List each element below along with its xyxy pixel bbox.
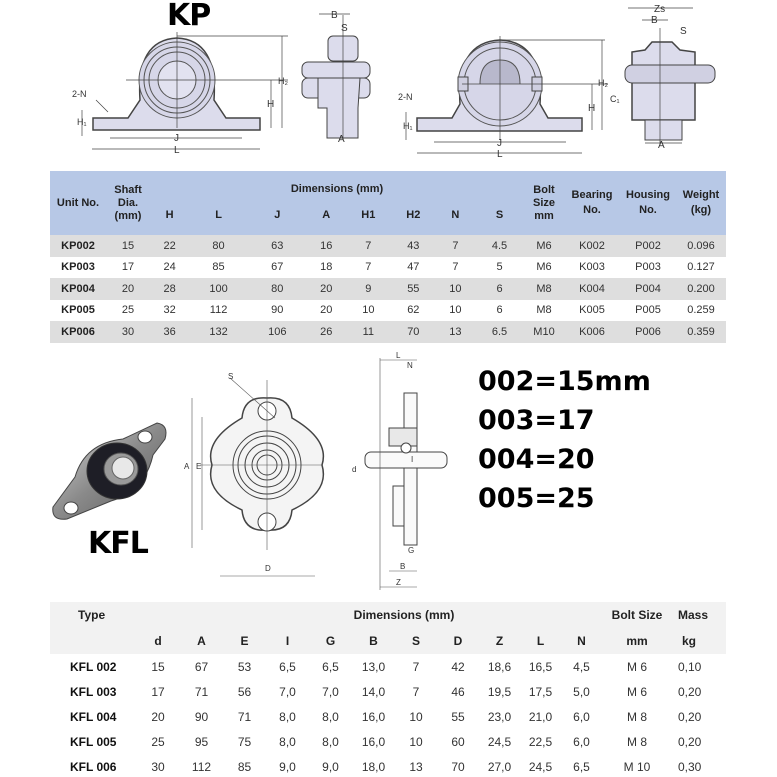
kfl-cell-z: 19,5 bbox=[487, 684, 512, 699]
kfl-cell-a: 67 bbox=[194, 659, 209, 674]
kp-cell-housing: P002 bbox=[620, 235, 676, 257]
kfl-header-g: G bbox=[309, 628, 352, 654]
kp-header-shaft-1: Shaft bbox=[114, 183, 142, 196]
kp-header-shaft-2: Dia. bbox=[117, 196, 139, 209]
kp-cell-h1: 9 bbox=[346, 278, 391, 300]
kp-cell-a: 20 bbox=[307, 300, 346, 322]
kp-cell-s: 4.5 bbox=[475, 235, 524, 257]
kfl-cell-type: KFL 002 bbox=[70, 659, 117, 674]
kfl-cell-n: 4,5 bbox=[573, 659, 590, 674]
kfl-cell-s: 7 bbox=[412, 684, 420, 699]
kp-cell-h: 24 bbox=[150, 257, 189, 279]
kp-label-2n: 2-N bbox=[72, 89, 87, 99]
kp-side-label-s: S bbox=[341, 23, 348, 34]
kfl-cell-type: KFL 005 bbox=[70, 734, 117, 749]
kfl-cell-a: 95 bbox=[194, 734, 209, 749]
kp-cell-weight: 0.127 bbox=[676, 257, 726, 279]
kp-cell-h2: 43 bbox=[391, 235, 436, 257]
kp-header-shaft-3: (mm) bbox=[114, 209, 142, 222]
kp-header-bolt-1: Bolt bbox=[533, 183, 555, 196]
kfl-cell-a: 112 bbox=[191, 759, 212, 774]
kfl-cell-e: 75 bbox=[237, 734, 252, 749]
kfl-cell-type: KFL 003 bbox=[70, 684, 117, 699]
kp-cell-bolt: M8 bbox=[524, 300, 564, 322]
kp-header-bolt-size bbox=[524, 171, 564, 235]
kp-table-row bbox=[50, 257, 726, 279]
kp-cell-bearing: K005 bbox=[564, 300, 620, 322]
kp-header-bolt-2: Size bbox=[532, 196, 555, 209]
kfl-cell-l: 17,5 bbox=[528, 684, 553, 699]
size-mapping-item: 002=15mm bbox=[478, 366, 651, 397]
kp-cell-weight: 0.096 bbox=[676, 235, 726, 257]
kp-cell-s: 5 bbox=[475, 257, 524, 279]
kp-cell-unit: KP002 bbox=[50, 235, 106, 257]
kp-label-j: J bbox=[174, 133, 179, 144]
kp-cell-s: 6 bbox=[475, 300, 524, 322]
kfl-header-dd: D bbox=[437, 628, 479, 654]
kfl-product-photo bbox=[45, 415, 175, 525]
kp-side-view2-drawing bbox=[600, 0, 720, 160]
kfl-cell-g: 9,0 bbox=[322, 759, 339, 774]
kp-cell-j: 90 bbox=[248, 300, 307, 322]
kp-header-h: H bbox=[150, 195, 189, 235]
kp-cell-bolt: M8 bbox=[524, 278, 564, 300]
kfl-header-bolt-unit: mm bbox=[602, 628, 672, 654]
kp2-side-label-zs: Zs bbox=[654, 4, 666, 15]
kfl-cell-b: 14,0 bbox=[361, 684, 386, 699]
kp-label-h2: H₂ bbox=[278, 76, 288, 86]
kp-header-weight-2: (kg) bbox=[690, 204, 712, 216]
kp-header-housing-2: No. bbox=[639, 204, 657, 216]
kfl-cell-n: 5,0 bbox=[573, 684, 590, 699]
kfl-cell-b: 16,0 bbox=[361, 709, 386, 724]
kp-header-housing-1: Housing bbox=[626, 189, 670, 201]
kp-cell-h1: 10 bbox=[346, 300, 391, 322]
kfl-spec-table bbox=[50, 602, 726, 777]
kfl-cell-l: 16,5 bbox=[528, 659, 553, 674]
kp-header-unit-no: Unit No. bbox=[50, 171, 106, 235]
kp-header-bolt-3: mm bbox=[534, 209, 554, 222]
kp-cell-n: 13 bbox=[436, 321, 475, 343]
size-mapping-list bbox=[478, 362, 651, 518]
kfl-header-b: B bbox=[352, 628, 395, 654]
kfl-cell-n: 6,5 bbox=[573, 759, 590, 774]
kfl-cell-g: 8,0 bbox=[322, 734, 339, 749]
size-mapping-item: 003=17 bbox=[478, 405, 595, 436]
kfl-cell-bolt: M 6 bbox=[626, 659, 647, 674]
kp2-side-label-a: A bbox=[658, 140, 665, 151]
kp-cell-h: 28 bbox=[150, 278, 189, 300]
kfl-side-label-d: d bbox=[352, 465, 357, 474]
kfl-side-label-i: I bbox=[411, 455, 414, 464]
kp2-side-label-s: S bbox=[680, 26, 687, 37]
kfl-cell-dd: 42 bbox=[451, 659, 465, 674]
kp-cell-bearing: K006 bbox=[564, 321, 620, 343]
kp-header-h1: H1 bbox=[346, 195, 391, 235]
kp-cell-housing: P005 bbox=[620, 300, 676, 322]
kfl-table-row bbox=[50, 754, 726, 777]
kp-title: KP bbox=[167, 0, 211, 33]
kp-cell-n: 7 bbox=[436, 235, 475, 257]
kfl-cell-i: 7,0 bbox=[279, 684, 296, 699]
kp-cell-h: 32 bbox=[150, 300, 189, 322]
kp-cell-s: 6.5 bbox=[475, 321, 524, 343]
kp-cell-unit: KP005 bbox=[50, 300, 106, 322]
kp2-side-label-b: B bbox=[651, 15, 658, 26]
kfl-header-bolt-size: Bolt Size bbox=[602, 602, 672, 628]
kp-cell-unit: KP004 bbox=[50, 278, 106, 300]
kfl-cell-d: 17 bbox=[151, 684, 165, 699]
kp-cell-j: 67 bbox=[248, 257, 307, 279]
kp-side-label-a: A bbox=[338, 134, 345, 145]
kfl-cell-e: 85 bbox=[237, 759, 252, 774]
kfl-label-dd: D bbox=[265, 564, 271, 573]
kp-cell-housing: P003 bbox=[620, 257, 676, 279]
kfl-cell-d: 25 bbox=[151, 734, 165, 749]
kp-cell-bolt: M10 bbox=[524, 321, 564, 343]
kfl-cell-bolt: M 8 bbox=[626, 734, 647, 749]
size-mapping-item: 005=25 bbox=[478, 483, 595, 514]
kfl-cell-l: 24,5 bbox=[528, 759, 553, 774]
kp-cell-weight: 0.259 bbox=[676, 300, 726, 322]
kp2-label-l: L bbox=[497, 149, 503, 160]
kp-cell-j: 63 bbox=[248, 235, 307, 257]
kfl-cell-s: 10 bbox=[409, 709, 423, 724]
kfl-cell-mass: 0,20 bbox=[678, 709, 702, 724]
kfl-cell-bolt: M 10 bbox=[623, 759, 651, 774]
kp-table-row bbox=[50, 235, 726, 257]
kfl-cell-d: 20 bbox=[151, 709, 165, 724]
kp2-label-h1: H₁ bbox=[403, 121, 413, 131]
kfl-side-label-l: L bbox=[396, 351, 401, 360]
kfl-cell-mass: 0,20 bbox=[678, 734, 702, 749]
kp-cell-h2: 47 bbox=[391, 257, 436, 279]
kfl-cell-d: 15 bbox=[151, 659, 165, 674]
kp-table-row bbox=[50, 321, 726, 343]
kp-label-h1: H₁ bbox=[77, 117, 87, 127]
kfl-cell-i: 8,0 bbox=[279, 734, 296, 749]
kfl-cell-dd: 55 bbox=[451, 709, 465, 724]
kp-cell-unit: KP006 bbox=[50, 321, 106, 343]
kp-cell-bearing: K003 bbox=[564, 257, 620, 279]
kp-header-dimensions: Dimensions (mm) bbox=[150, 171, 524, 195]
kp-cell-shaft: 25 bbox=[106, 300, 150, 322]
kp-label-h: H bbox=[267, 99, 275, 110]
kfl-table-row bbox=[50, 654, 726, 679]
kfl-cell-g: 8,0 bbox=[322, 709, 339, 724]
kp-cell-a: 20 bbox=[307, 278, 346, 300]
kfl-header-type: Type bbox=[50, 602, 136, 628]
kp-cell-a: 16 bbox=[307, 235, 346, 257]
kp2-label-h2: H₂ bbox=[598, 78, 608, 88]
kfl-table-row bbox=[50, 679, 726, 704]
kfl-front-view-drawing bbox=[180, 355, 350, 585]
kfl-title: KFL bbox=[88, 526, 148, 561]
kfl-header-i: I bbox=[266, 628, 309, 654]
kfl-cell-i: 9,0 bbox=[279, 759, 296, 774]
kp-cell-h: 36 bbox=[150, 321, 189, 343]
kfl-cell-e: 71 bbox=[237, 709, 252, 724]
kp-side-label-b: B bbox=[331, 10, 338, 21]
kp-cell-weight: 0.200 bbox=[676, 278, 726, 300]
kfl-table-row bbox=[50, 729, 726, 754]
kp-cell-housing: P006 bbox=[620, 321, 676, 343]
kp-cell-l: 112 bbox=[189, 300, 248, 322]
kp-header-j: J bbox=[248, 195, 307, 235]
kp-cell-h1: 7 bbox=[346, 235, 391, 257]
kp-cell-h1: 11 bbox=[346, 321, 391, 343]
kfl-header-d: d bbox=[136, 628, 180, 654]
kfl-cell-dd: 70 bbox=[451, 759, 465, 774]
kfl-cell-b: 18,0 bbox=[361, 759, 386, 774]
kp-cell-j: 106 bbox=[248, 321, 307, 343]
kfl-header-e: E bbox=[223, 628, 266, 654]
kfl-side-label-b: B bbox=[400, 562, 406, 571]
kp-side-view-drawing bbox=[300, 0, 400, 150]
kp-cell-l: 85 bbox=[189, 257, 248, 279]
kfl-cell-n: 6,0 bbox=[573, 709, 590, 724]
kfl-label-s: S bbox=[228, 372, 234, 381]
kp-header-bearing-2: No. bbox=[583, 204, 601, 216]
kfl-header-a: A bbox=[180, 628, 223, 654]
kp2-label-h: H bbox=[588, 103, 596, 114]
kp-cell-shaft: 17 bbox=[106, 257, 150, 279]
kfl-side-label-z: Z bbox=[396, 578, 401, 587]
kfl-cell-i: 8,0 bbox=[279, 709, 296, 724]
kp-table-row bbox=[50, 278, 726, 300]
kp-header-weight-1: Weight bbox=[682, 189, 720, 201]
kfl-header-dimensions: Dimensions (mm) bbox=[136, 602, 602, 628]
kfl-cell-z: 18,6 bbox=[487, 659, 512, 674]
kfl-cell-d: 30 bbox=[151, 759, 165, 774]
kfl-cell-a: 71 bbox=[194, 684, 209, 699]
kfl-header-mass: Mass bbox=[672, 602, 726, 628]
kfl-cell-g: 7,0 bbox=[322, 684, 339, 699]
kfl-label-a: A bbox=[184, 462, 190, 471]
kp-header-h2: H2 bbox=[391, 195, 436, 235]
kfl-table-row bbox=[50, 704, 726, 729]
kp-cell-bolt: M6 bbox=[524, 257, 564, 279]
kfl-side-label-n: N bbox=[407, 361, 413, 370]
kp-cell-n: 10 bbox=[436, 278, 475, 300]
kp-header-housing-no bbox=[620, 171, 676, 235]
kfl-cell-e: 56 bbox=[237, 684, 252, 699]
kfl-header-l: L bbox=[520, 628, 561, 654]
kp-cell-l: 80 bbox=[189, 235, 248, 257]
kfl-cell-l: 21,0 bbox=[528, 709, 553, 724]
kp-cell-a: 18 bbox=[307, 257, 346, 279]
kfl-cell-mass: 0,20 bbox=[678, 684, 702, 699]
kp-cell-n: 10 bbox=[436, 300, 475, 322]
kfl-cell-b: 13,0 bbox=[361, 659, 386, 674]
kfl-cell-bolt: M 6 bbox=[626, 684, 647, 699]
kp-cell-a: 26 bbox=[307, 321, 346, 343]
kfl-cell-i: 6,5 bbox=[279, 659, 296, 674]
size-mapping-item: 004=20 bbox=[478, 444, 595, 475]
kp-cell-shaft: 20 bbox=[106, 278, 150, 300]
kp-spec-table bbox=[50, 171, 726, 343]
kp2-label-2n: 2-N bbox=[398, 92, 413, 102]
kp-header-bearing-1: Bearing bbox=[571, 189, 613, 201]
kp-cell-j: 80 bbox=[248, 278, 307, 300]
kp-cell-h2: 55 bbox=[391, 278, 436, 300]
kfl-cell-z: 23,0 bbox=[487, 709, 512, 724]
kfl-cell-z: 27,0 bbox=[487, 759, 512, 774]
kfl-cell-mass: 0,10 bbox=[678, 659, 702, 674]
kp-cell-h2: 70 bbox=[391, 321, 436, 343]
kfl-cell-type: KFL 006 bbox=[70, 759, 117, 774]
kp-cell-housing: P004 bbox=[620, 278, 676, 300]
kp-header-bearing-no bbox=[564, 171, 620, 235]
kp-header-weight bbox=[676, 171, 726, 235]
kp-cell-h1: 7 bbox=[346, 257, 391, 279]
kfl-header-mass-unit: kg bbox=[672, 628, 726, 654]
kp2-label-j: J bbox=[497, 138, 502, 149]
kp-cell-unit: KP003 bbox=[50, 257, 106, 279]
kfl-cell-b: 16,0 bbox=[361, 734, 386, 749]
kp-front-view-drawing bbox=[60, 20, 300, 160]
kp-cell-shaft: 15 bbox=[106, 235, 150, 257]
kp-header-shaft-dia bbox=[106, 171, 150, 235]
kp-cell-s: 6 bbox=[475, 278, 524, 300]
kfl-cell-g: 6,5 bbox=[322, 659, 339, 674]
kp-header-s: S bbox=[475, 195, 524, 235]
kp-cell-weight: 0.359 bbox=[676, 321, 726, 343]
kfl-cell-bolt: M 8 bbox=[626, 709, 647, 724]
kp-cell-l: 100 bbox=[189, 278, 248, 300]
kp2-side-label-c1: C₁ bbox=[610, 94, 620, 104]
kfl-cell-a: 90 bbox=[194, 709, 209, 724]
kfl-cell-l: 22,5 bbox=[528, 734, 553, 749]
kp-cell-bolt: M6 bbox=[524, 235, 564, 257]
kp-cell-l: 132 bbox=[189, 321, 248, 343]
kp-header-l: L bbox=[189, 195, 248, 235]
kp-header-n: N bbox=[436, 195, 475, 235]
kfl-side-label-g: G bbox=[408, 546, 415, 555]
kp-cell-shaft: 30 bbox=[106, 321, 150, 343]
kp-label-l: L bbox=[174, 145, 180, 156]
kfl-cell-z: 24,5 bbox=[487, 734, 512, 749]
kp-cell-bearing: K004 bbox=[564, 278, 620, 300]
kfl-cell-dd: 60 bbox=[451, 734, 465, 749]
kp-table-row bbox=[50, 300, 726, 322]
kp-header-a: A bbox=[307, 195, 346, 235]
kfl-cell-n: 6,0 bbox=[573, 734, 590, 749]
kfl-cell-dd: 46 bbox=[451, 684, 465, 699]
kfl-cell-type: KFL 004 bbox=[70, 709, 117, 724]
kfl-header-z: Z bbox=[479, 628, 520, 654]
kfl-cell-s: 7 bbox=[412, 659, 420, 674]
kfl-header-n: N bbox=[561, 628, 602, 654]
kp-cell-n: 7 bbox=[436, 257, 475, 279]
kfl-label-e: E bbox=[196, 462, 202, 471]
kfl-cell-mass: 0,30 bbox=[678, 759, 702, 774]
kfl-cell-s: 10 bbox=[409, 734, 423, 749]
kfl-cell-s: 13 bbox=[409, 759, 423, 774]
kp-front-view2-drawing bbox=[395, 20, 620, 160]
kp-cell-bearing: K002 bbox=[564, 235, 620, 257]
kfl-cell-e: 53 bbox=[237, 659, 252, 674]
kp-cell-h: 22 bbox=[150, 235, 189, 257]
kfl-header-s: S bbox=[395, 628, 437, 654]
kp-cell-h2: 62 bbox=[391, 300, 436, 322]
kfl-side-view-drawing bbox=[340, 350, 450, 600]
